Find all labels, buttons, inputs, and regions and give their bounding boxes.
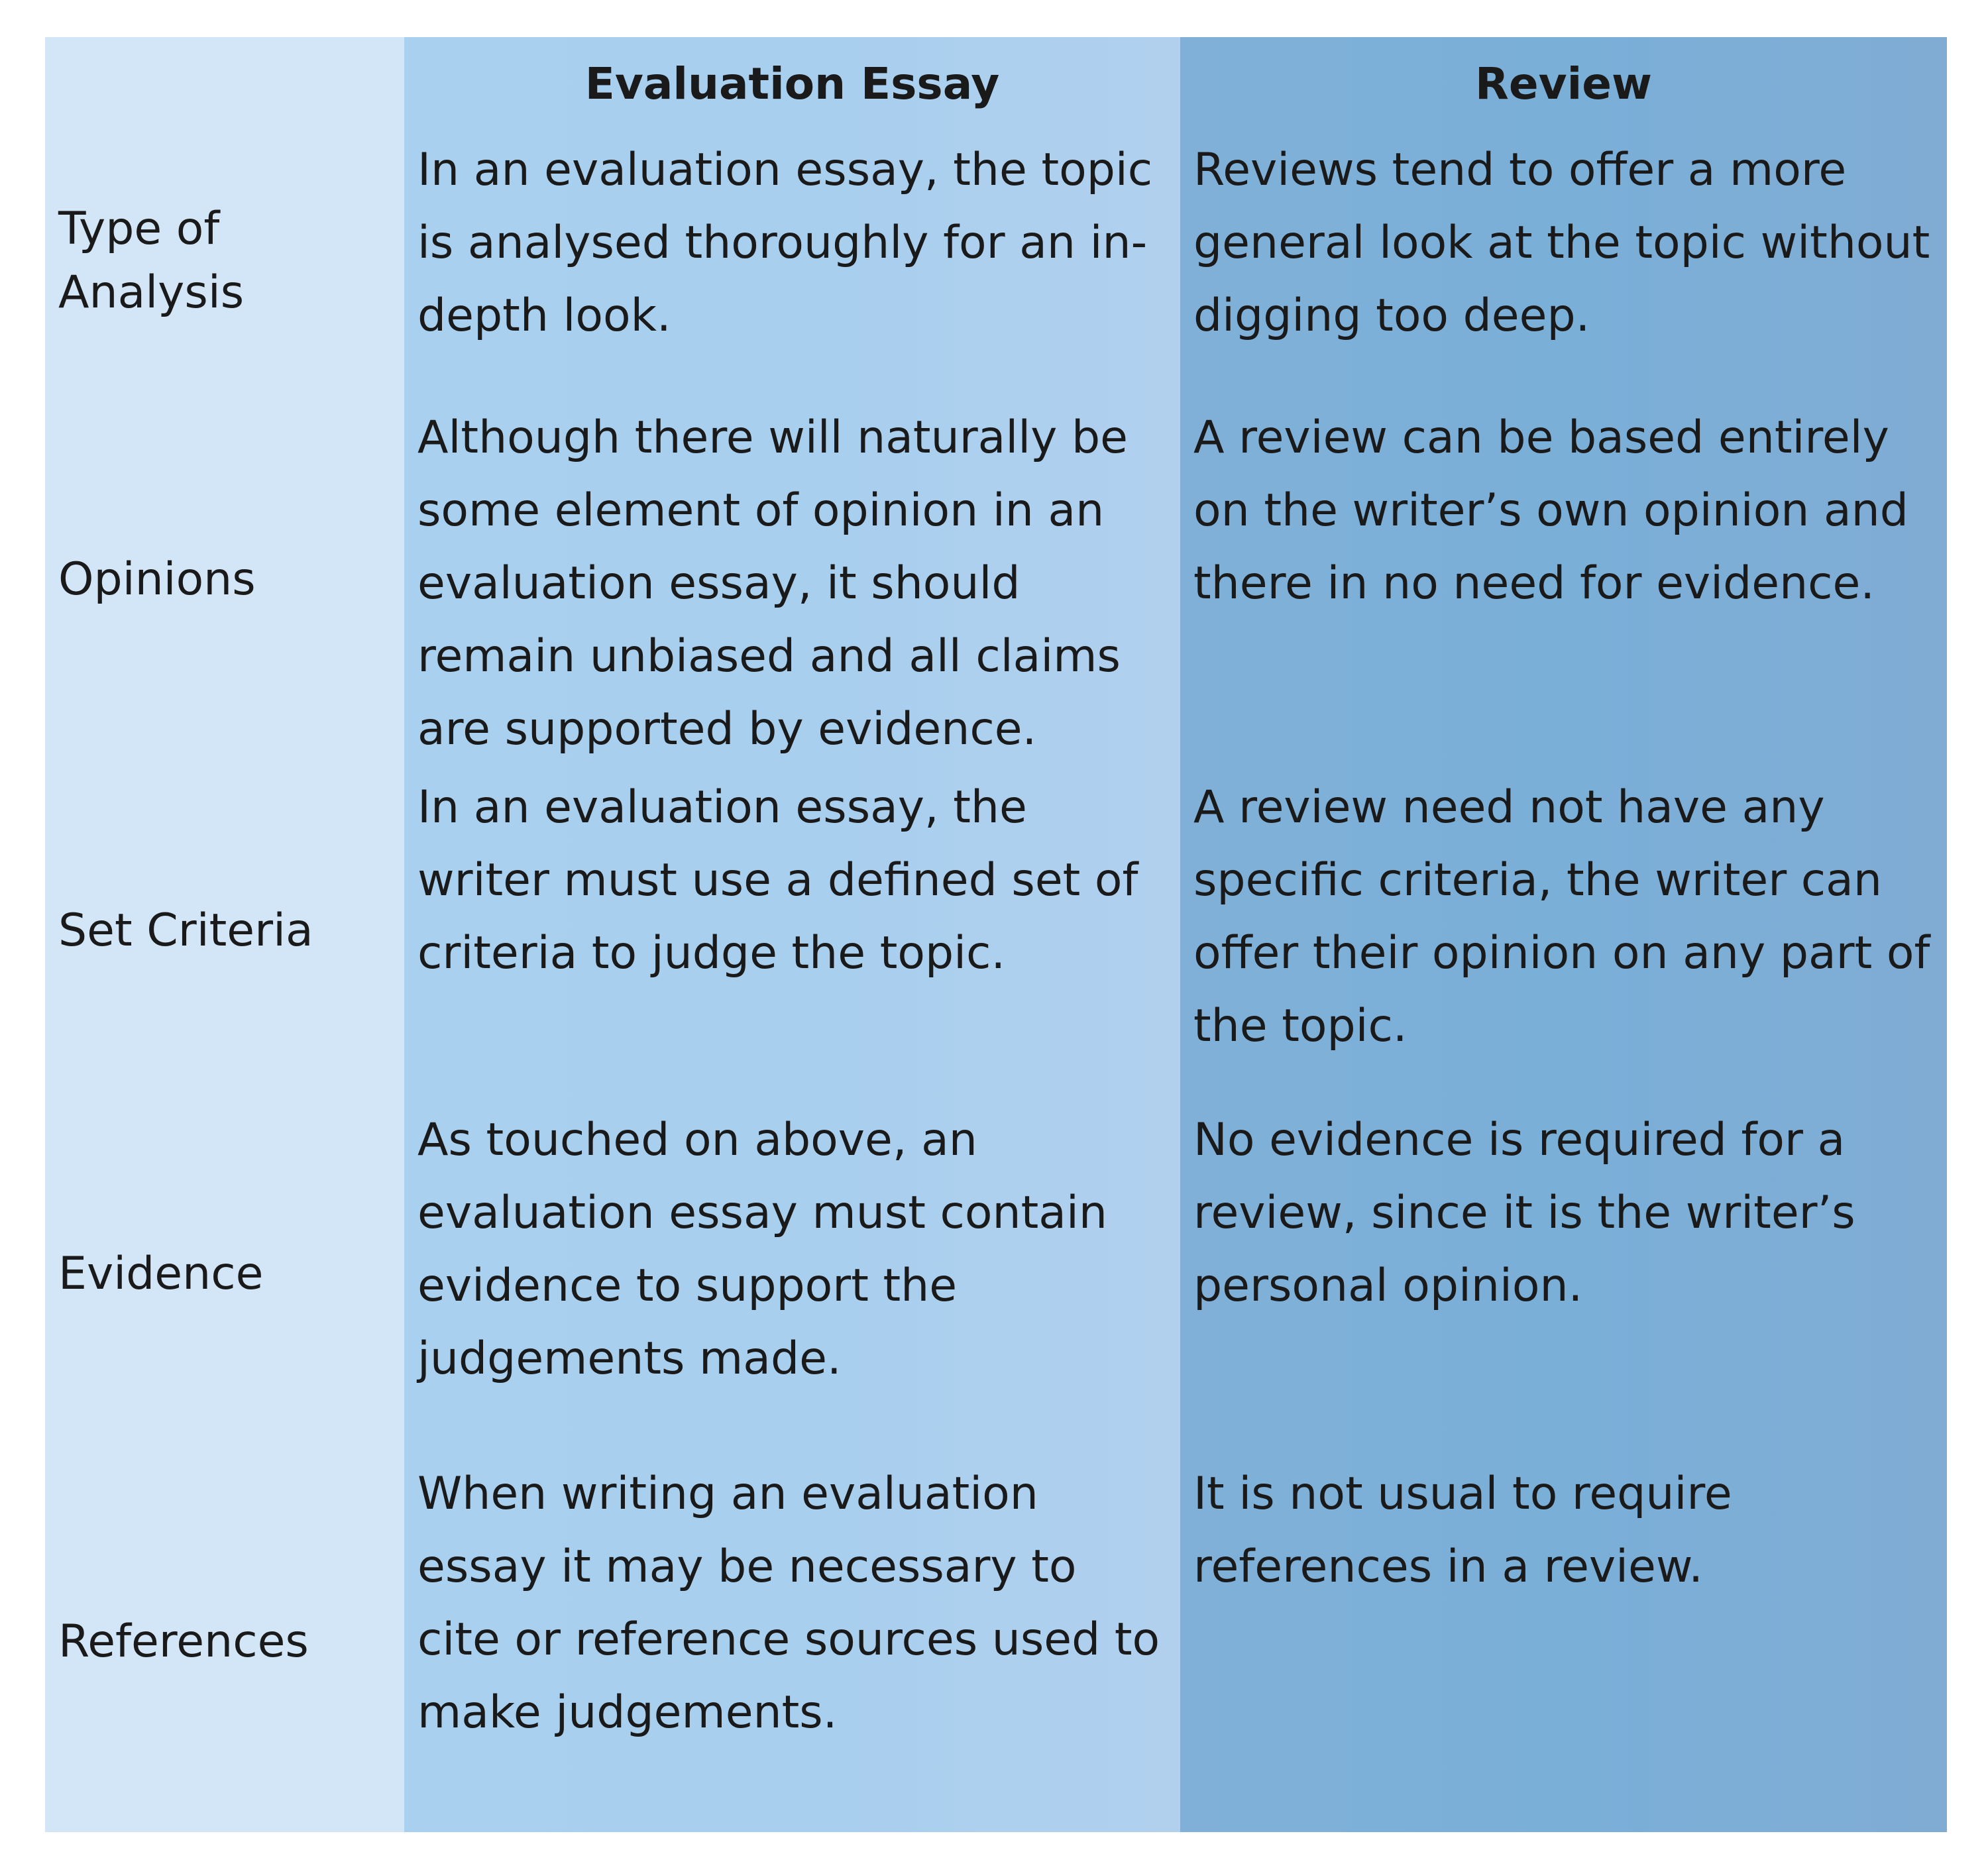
row-label-set-criteria — [45, 765, 404, 1097]
cell-essay-evidence: As touched on above, an evaluation essay must contain evidence to support the judgements made. — [417, 1114, 1107, 1385]
row-label-text: Type of Analysis — [58, 203, 245, 319]
row-label-text: Evidence — [58, 1248, 264, 1300]
header-review: Review — [1475, 58, 1652, 109]
row-label-text: References — [58, 1615, 309, 1668]
cell-essay-set-criteria: In an evaluation essay, the writer must use a defined set of criteria to judge the topic. — [417, 781, 1138, 979]
cell-review-type-of-analysis: Reviews tend to offer a more general look at the topic without digging too deep. — [1193, 144, 1930, 342]
cell-essay-type-of-analysis: In an evaluation essay, the topic is analysed thoroughly for an in-depth look. — [417, 144, 1153, 342]
row-label-type-of-analysis — [45, 127, 404, 395]
row-label-evidence — [45, 1097, 404, 1451]
cell-review-evidence: No evidence is required for a review, since it is the writer’s personal opinion. — [1193, 1114, 1855, 1312]
cell-review-references: It is not usual to require references in a review. — [1193, 1468, 1732, 1593]
row-label-opinions — [45, 395, 404, 765]
row-label-text: Set Criteria — [58, 904, 313, 957]
cell-review-opinions: A review can be based entirely on the writer’s own opinion and there in no need for evidence. — [1193, 411, 1908, 610]
cell-review-set-criteria: A review need not have any specific criteria, the writer can offer their opinion on any part of the topic. — [1193, 781, 1930, 1052]
cell-essay-references: When writing an evaluation essay it may be necessary to cite or reference sources used to make judgements. — [417, 1468, 1160, 1739]
row-label-text: Opinions — [58, 553, 256, 606]
cell-essay-opinions: Although there will naturally be some element of opinion in an evaluation essay, it should remain unbiased and all claims are supported by evidence. — [417, 411, 1128, 755]
row-label-references — [45, 1451, 404, 1832]
comparison-table — [45, 37, 1947, 1832]
header-evaluation-essay: Evaluation Essay — [584, 58, 1000, 109]
